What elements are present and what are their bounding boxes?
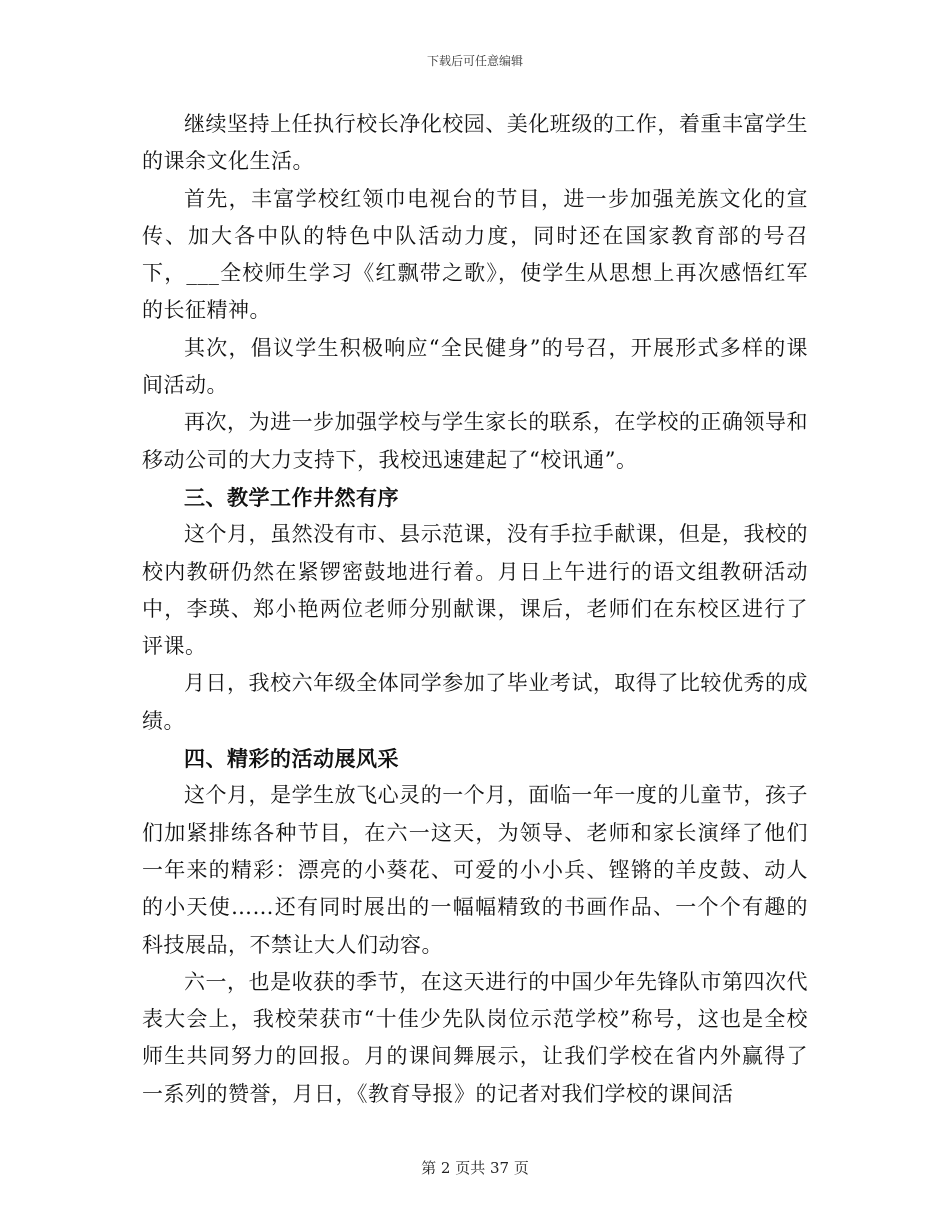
page-header: 下载后可任意编辑 <box>426 54 523 68</box>
paragraph: 这个月，虽然没有市、县示范课，没有手拉手献课，但是，我校的校内教研仍然在紧锣密鼓地进行着。月日上午进行的语文组教研活动中，李瑛、郑小艳两位老师分别献课，课后，老师们在东校区进行了评课。 <box>142 522 808 659</box>
document-body <box>142 106 808 1113</box>
paragraph: 六一，也是收获的季节，在这天进行的中国少年先锋队市第四次代表大会上，我校荣获市“十佳少先队岗位示范学校”称号，这也是全校师生共同努力的回报。月的课间舞展示，让我们学校在省内外赢得了一系列的赞誉，月日，《教育导报》的记者对我们学校的课间活 <box>142 969 808 1106</box>
paragraph: 月日，我校六年级全体同学参加了毕业考试，取得了比较优秀的成绩。 <box>142 671 808 733</box>
paragraph: 首先，丰富学校红领巾电视台的节目，进一步加强羌族文化的宣传、加大各中队的特色中队活动力度，同时还在国家教育部的号召下，___全校师生学习《红飘带之歌》，使学生从思想上再次感悟红军的长征精神。 <box>142 186 808 323</box>
section-heading: 三、教学工作井然有序 <box>184 484 399 510</box>
paragraph: 继续坚持上任执行校长净化校园、美化班级的工作，着重丰富学生的课余文化生活。 <box>142 112 808 174</box>
section-heading: 四、精彩的活动展风采 <box>184 746 399 772</box>
paragraph: 其次，倡议学生积极响应“全民健身”的号召，开展形式多样的课间活动。 <box>142 335 808 398</box>
paragraph: 再次，为进一步加强学校与学生家长的联系，在学校的正确领导和移动公司的大力支持下，我校迅速建起了“校讯通”。 <box>142 410 808 472</box>
paragraph: 这个月，是学生放飞心灵的一个月，面临一年一度的儿童节，孩子们加紧排练各种节目，在六一这天，为领导、老师和家长演绎了他们一年来的精彩：漂亮的小葵花、可爱的小小兵、铿锵的羊皮鼓、动人的小天使……还有同时展出的一幅幅精致的书画作品、一个个有趣的科技展品，不禁让大人们动容。 <box>142 783 808 957</box>
page-number: 第 2 页共 37 页 <box>421 1159 529 1177</box>
